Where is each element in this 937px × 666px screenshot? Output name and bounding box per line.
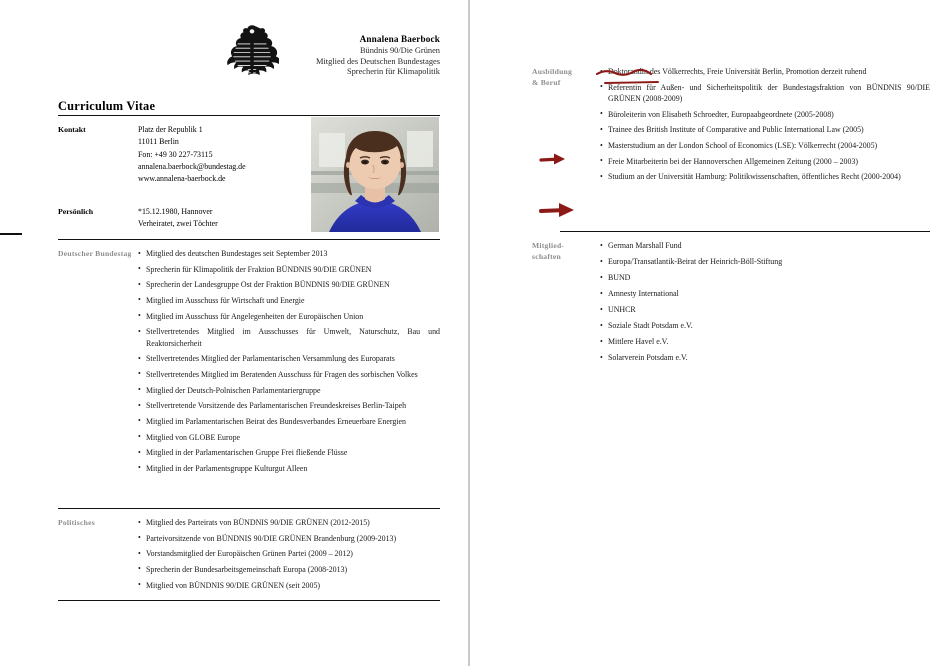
personal-line: Verheiratet, zwei Töchter: [138, 219, 218, 229]
list-item: • Solarverein Potsdam e.V.: [600, 352, 930, 363]
personal-block: [58, 206, 308, 231]
list-item: • Mitglied in der Parlamentsgruppe Kulturgut Alleen: [138, 463, 440, 474]
list-item: • Sprecherin der Bundesarbeitsgemeinschaft Europa (2008-2013): [138, 564, 440, 575]
letterhead-text: [279, 22, 440, 78]
ausbildung-list: [600, 66, 930, 183]
mitgliedschaften-label-line1: Mitglied-: [532, 241, 565, 250]
list-item: • Stellvertretende Vorsitzende des Parlamentarischen Freundeskreises Berlin-Taipeh: [138, 400, 440, 411]
list-item: • Amnesty International: [600, 288, 930, 299]
rule-top: [58, 115, 440, 116]
list-item: • Mitglied von BÜNDNIS 90/DIE GRÜNEN (seit 2005): [138, 580, 440, 591]
rule-end: [58, 600, 440, 601]
list-item: • Masterstudium an der London School of Economics (LSE): Völkerrecht (2004-2005): [600, 140, 930, 151]
rule-mid: [58, 239, 440, 240]
personal-line: *15.12.1980, Hannover: [138, 207, 213, 216]
bundestag-list: [138, 248, 440, 474]
mitgliedschaften-section: [532, 240, 930, 368]
bundestag-section: [58, 248, 440, 478]
list-item: • BUND: [600, 272, 930, 283]
list-item: • Mitglied der Deutsch-Polnischen Parlamentariergruppe: [138, 385, 440, 396]
bundestag-label: Deutscher Bundestag: [58, 249, 132, 258]
contact-website[interactable]: www.annalena-baerbock.de: [138, 174, 226, 183]
list-item: • Soziale Stadt Potsdam e.V.: [600, 320, 930, 331]
role-line: Sprecherin für Klimapolitik: [346, 67, 440, 77]
politisches-list: [138, 517, 440, 591]
list-item: • Sprecherin der Landesgruppe Ost der Fraktion BÜNDNIS 90/DIE GRÜNEN: [138, 279, 440, 290]
mitgliedschaften-list: [600, 240, 930, 364]
person-name: Annalena Baerbock: [359, 34, 440, 44]
politisches-section: [58, 517, 440, 595]
contact-line: 11011 Berlin: [138, 137, 179, 147]
list-item: • Mitglied im Ausschuss für Angelegenheiten der Europäischen Union: [138, 311, 440, 322]
contact-lines: [138, 124, 246, 185]
rule-bottom: [58, 508, 440, 509]
list-item: • UNHCR: [600, 304, 930, 315]
list-item: • Büroleiterin von Elisabeth Schroedter, Europaabgeordnete (2005-2008): [600, 109, 930, 120]
letterhead: [225, 22, 440, 80]
mitgliedschaften-body: [600, 240, 930, 368]
contact-email[interactable]: annalena.baerbock@bundestag.de: [138, 161, 246, 171]
personal-label: Persönlich: [58, 207, 94, 216]
list-item: • Stellvertretendes Mitglied der Parlamentarischen Versammlung des Europarats: [138, 353, 440, 364]
list-item: • Mitglied des deutschen Bundestages seit September 2013: [138, 248, 440, 259]
contact-line: Platz der Republik 1: [138, 125, 203, 134]
list-item: • Europa/Transatlantik-Beirat der Heinrich-Böll-Stiftung: [600, 256, 930, 267]
list-item: • Trainee des British Institute of Comparative and Public International Law (2005): [600, 124, 930, 135]
party-affiliation: Bündnis 90/Die Grünen: [359, 45, 440, 55]
ausbildung-body: [600, 66, 930, 187]
rule-right: [560, 231, 930, 232]
mitgliedschaften-label: [532, 240, 600, 368]
mandate-line: Mitglied des Deutschen Bundestages: [316, 56, 440, 66]
mitgliedschaften-label-line2: schaften: [532, 252, 561, 261]
list-item: • Mitglied im Parlamentarischen Beirat des Bundesverbandes Erneuerbare Energien: [138, 416, 440, 427]
list-item: • Mitglied in der Parlamentarischen Gruppe Frei fließende Flüsse: [138, 447, 440, 458]
contact-line: Fon: +49 30 227-73115: [138, 149, 213, 159]
list-item: • Stellvertretendes Mitglied im Ausschusses für Umwelt, Naturschutz, Bau und Reaktorsicherheit: [138, 326, 440, 349]
portrait-photo: [311, 117, 439, 232]
list-item: • Parteivorsitzende von BÜNDNIS 90/DIE GRÜNEN Brandenburg (2009-2013): [138, 533, 440, 544]
ausbildung-label-line1: Ausbildung: [532, 67, 573, 76]
list-item: • Mitglied im Ausschuss für Wirtschaft und Energie: [138, 295, 440, 306]
list-item: • Vorstandsmitglied der Europäischen Grünen Partei (2009 – 2012): [138, 548, 440, 559]
personal-lines: [138, 206, 218, 231]
list-item: • Studium an der Universität Hamburg: Politikwissenschaften, öffentliches Recht (2000-2004): [600, 171, 930, 182]
list-item: • Sprecherin für Klimapolitik der Fraktion BÜNDNIS 90/DIE GRÜNEN: [138, 264, 440, 275]
politisches-label: Politisches: [58, 518, 95, 527]
list-item: • Referentin für Außen- und Sicherheitspolitik der Bundestagsfraktion von BÜNDNIS 90/DIE GRÜNEN (2008-2009): [600, 82, 930, 105]
contact-label: Kontakt: [58, 125, 86, 134]
bundestag-body: [138, 248, 440, 478]
list-item: • Mittlere Havel e.V.: [600, 336, 930, 347]
ausbildung-label: [532, 66, 600, 187]
list-item: • Doktorandin des Völkerrechts, Freie Universität Berlin, Promotion derzeit ruhend: [600, 66, 930, 77]
page-title: Curriculum Vitae: [58, 99, 156, 113]
edge-rule: [0, 233, 22, 235]
list-item: • Mitglied von GLOBE Europe: [138, 432, 440, 443]
ausbildung-section: [532, 66, 930, 187]
list-item: • Mitglied des Parteirats von BÜNDNIS 90/DIE GRÜNEN (2012-2015): [138, 517, 440, 528]
list-item: • German Marshall Fund: [600, 240, 930, 251]
bundestag-eagle-icon: [225, 22, 279, 80]
list-item: • Freie Mitarbeiterin bei der Hannoverschen Allgemeinen Zeitung (2000 – 2003): [600, 156, 930, 167]
ausbildung-label-line2: & Beruf: [532, 78, 561, 87]
list-item: • Stellvertretendes Mitglied im Beratenden Ausschuss für Fragen des sorbischen Volkes: [138, 369, 440, 380]
politisches-body: [138, 517, 440, 595]
